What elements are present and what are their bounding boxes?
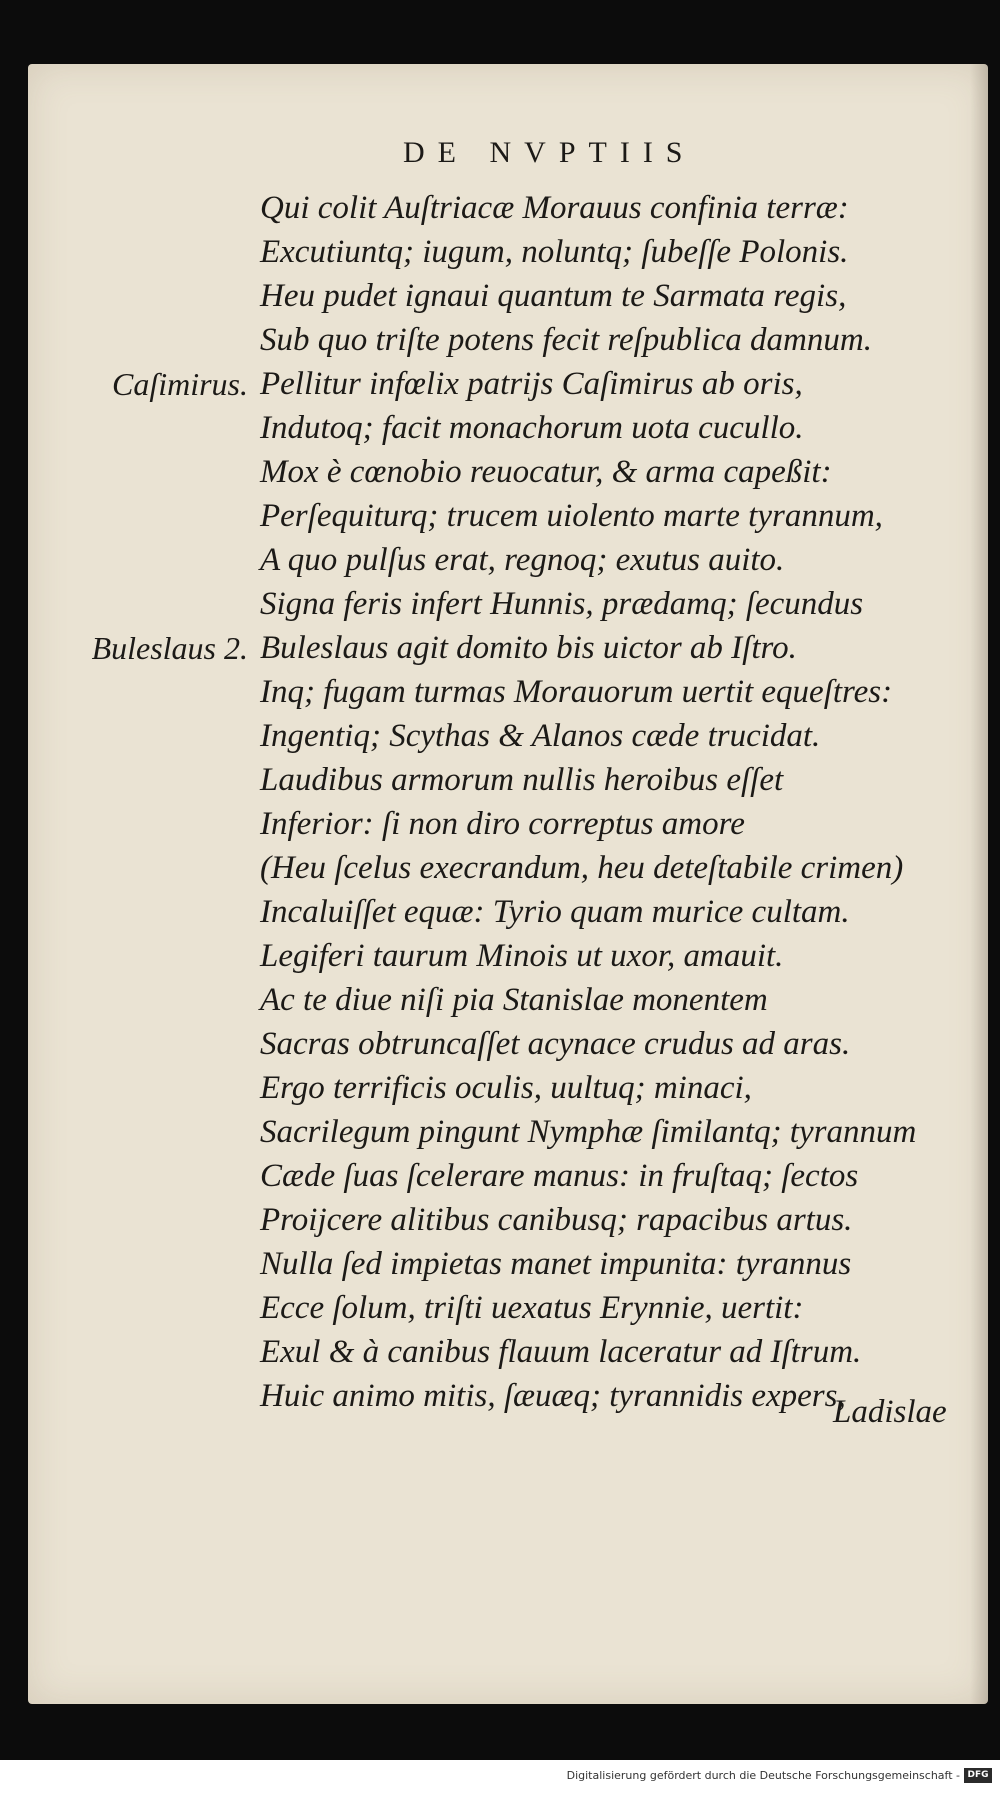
verse-line <box>260 1330 960 1374</box>
verse-text: Inferior: ſi non diro correptus amore <box>260 806 745 842</box>
verse-line <box>260 274 960 318</box>
verse-block <box>91 186 960 1418</box>
verse-line <box>260 406 960 450</box>
marginal-note: Caſimirus. <box>111 366 248 402</box>
verse-line <box>260 890 960 934</box>
verse-text: Mox è cœnobio reuocatur, & arma capeßit: <box>260 454 832 490</box>
verse-line <box>260 230 960 274</box>
verse-line <box>91 626 960 670</box>
verse-text: Legiferi taurum Minois ut uxor, amauit. <box>260 938 784 974</box>
verse-line <box>260 670 960 714</box>
verse-line <box>260 802 960 846</box>
footer-credit: Digitalisierung gefördert durch die Deutsche Forschungsgemeinschaft - <box>566 1769 960 1782</box>
verse-text: Laudibus armorum nullis heroibus eſſet <box>260 762 784 798</box>
verse-text: Huic animo mitis, ſæuæq; tyrannidis expers, <box>260 1378 846 1414</box>
verse-text: Heu pudet ignaui quantum te Sarmata regis, <box>260 278 847 314</box>
verse-line <box>260 714 960 758</box>
verse-line <box>260 1286 960 1330</box>
verse-text: Excutiuntq; iugum, noluntq; ſubeſſe Polonis. <box>260 234 849 270</box>
verse-text: Ingentiq; Scythas & Alanos cæde trucidat. <box>260 718 821 754</box>
verse-text: Ac te diue niſi pia Stanislae monentem <box>260 982 768 1018</box>
verse-line <box>260 934 960 978</box>
verse-text: Exul & à canibus flauum laceratur ad Iſtrum. <box>260 1334 862 1370</box>
verse-line <box>260 1110 960 1154</box>
verse-text: Inq; fugam turmas Morauorum uertit equeſtres: <box>260 674 893 710</box>
verse-line <box>260 1154 960 1198</box>
book-page <box>28 64 988 1704</box>
verse-line <box>260 758 960 802</box>
verse-line <box>260 978 960 1022</box>
verse-line <box>260 538 960 582</box>
verse-line <box>260 1066 960 1110</box>
verse-line <box>260 846 960 890</box>
verse-text: Buleslaus agit domito bis uictor ab Iſtro. <box>260 630 797 666</box>
verse-text: Perſequiturq; trucem uiolento marte tyrannum, <box>260 498 883 534</box>
verse-line <box>260 450 960 494</box>
dfg-logo: DFG <box>964 1768 992 1783</box>
verse-text: Sacrilegum pingunt Nymphæ ſimilantq; tyrannum <box>260 1114 917 1150</box>
verse-text: Pellitur infœlix patrijs Caſimirus ab oris, <box>260 366 803 402</box>
verse-text: Proijcere alitibus canibusq; rapacibus artus. <box>260 1202 853 1238</box>
verse-text: Sub quo triſte potens fecit reſpublica damnum. <box>260 322 872 358</box>
verse-text: Indutoq; facit monachorum uota cucullo. <box>260 410 804 446</box>
marginal-note: Buleslaus 2. <box>91 630 248 666</box>
verse-text: Sacras obtruncaſſet acynace crudus ad aras. <box>260 1026 851 1062</box>
verse-line <box>260 494 960 538</box>
running-head: DE NVPTIIS <box>403 136 696 169</box>
verse-text: Ecce ſolum, triſti uexatus Erynnie, uertit: <box>260 1290 804 1326</box>
verse-line <box>260 318 960 362</box>
verse-text: Incaluiſſet equæ: Tyrio quam murice cultam. <box>260 894 850 930</box>
verse-text: (Heu ſcelus execrandum, heu deteſtabile crimen) <box>260 850 904 886</box>
verse-line <box>260 582 960 626</box>
verse-line <box>111 362 960 406</box>
verse-text: Qui colit Auſtriacæ Morauus confinia terræ: <box>260 190 849 226</box>
verse-line <box>260 1022 960 1066</box>
catchword: Ladislae <box>833 1394 947 1430</box>
verse-text: Cæde ſuas ſcelerare manus: in fruſtaq; ſectos <box>260 1158 859 1194</box>
digitization-footer <box>0 1760 1000 1794</box>
verse-text: Signa feris infert Hunnis, prædamq; ſecundus <box>260 586 864 622</box>
verse-line <box>260 186 960 230</box>
verse-text: Ergo terrificis oculis, uultuq; minaci, <box>260 1070 752 1106</box>
verse-line <box>260 1242 960 1286</box>
verse-text: Nulla ſed impietas manet impunita: tyrannus <box>260 1246 852 1282</box>
verse-line <box>260 1198 960 1242</box>
verse-text: A quo pulſus erat, regnoq; exutus auito. <box>260 542 785 578</box>
